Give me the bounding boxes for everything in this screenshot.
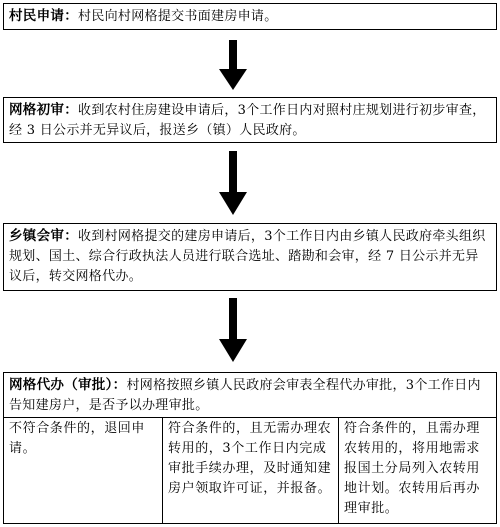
down-arrow-icon: [217, 40, 249, 90]
down-arrow-icon: [217, 151, 249, 215]
step-box-agent-approval: [3, 372, 497, 418]
step-box-apply: [3, 3, 497, 30]
step-box-grid-review: [3, 97, 497, 143]
step-title: 网格初审: [9, 102, 65, 118]
down-arrow-icon: [217, 298, 249, 362]
step-title-sep: ：: [64, 102, 79, 118]
outcome-cell-approve: 符合条件的，且无需办理农转用的，3个工作日内完成审批手续办理，及时通知建房户领取许可证，并报备。: [162, 418, 338, 523]
outcome-cell-land-conversion: 符合条件的，且需办理农转用的，将用地需求报国土分局列入农转用地计划。农转用后再办理审批。: [338, 418, 496, 523]
step-text: 村民向村网格提交书面建房申请。: [78, 9, 278, 24]
outcome-cell-reject: 不符合条件的，退回申请。: [9, 421, 146, 456]
step-title-sep: ：: [64, 8, 79, 24]
step-title: 乡镇会审: [9, 228, 65, 244]
step-title: 村民申请: [9, 8, 65, 24]
step-title-sep: ：: [112, 377, 127, 393]
step-title-sep: ：: [64, 228, 79, 244]
step-title: 网格代办（审批）: [9, 377, 113, 393]
step-text: 收到村网格提交的建房申请后，3个工作日内由乡镇人民政府牵头组织规划、国土、综合行政执法人员进行联合选址、踏勘和会审，经 7 日公示并无异议后，转交网格代办。: [9, 229, 486, 284]
step-text: 收到农村住房建设申请后，3个工作日内对照村庄规划进行初步审查，经 3 日公示并无异议后，报送乡（镇）人民政府。: [9, 103, 486, 138]
step-text: 村网格按照乡镇人民政府会审表全程代办审批，3个工作日内告知建房户，是否予以办理审批。: [9, 378, 481, 413]
outcome-row: [3, 418, 497, 524]
step-box-town-review: [3, 223, 497, 291]
